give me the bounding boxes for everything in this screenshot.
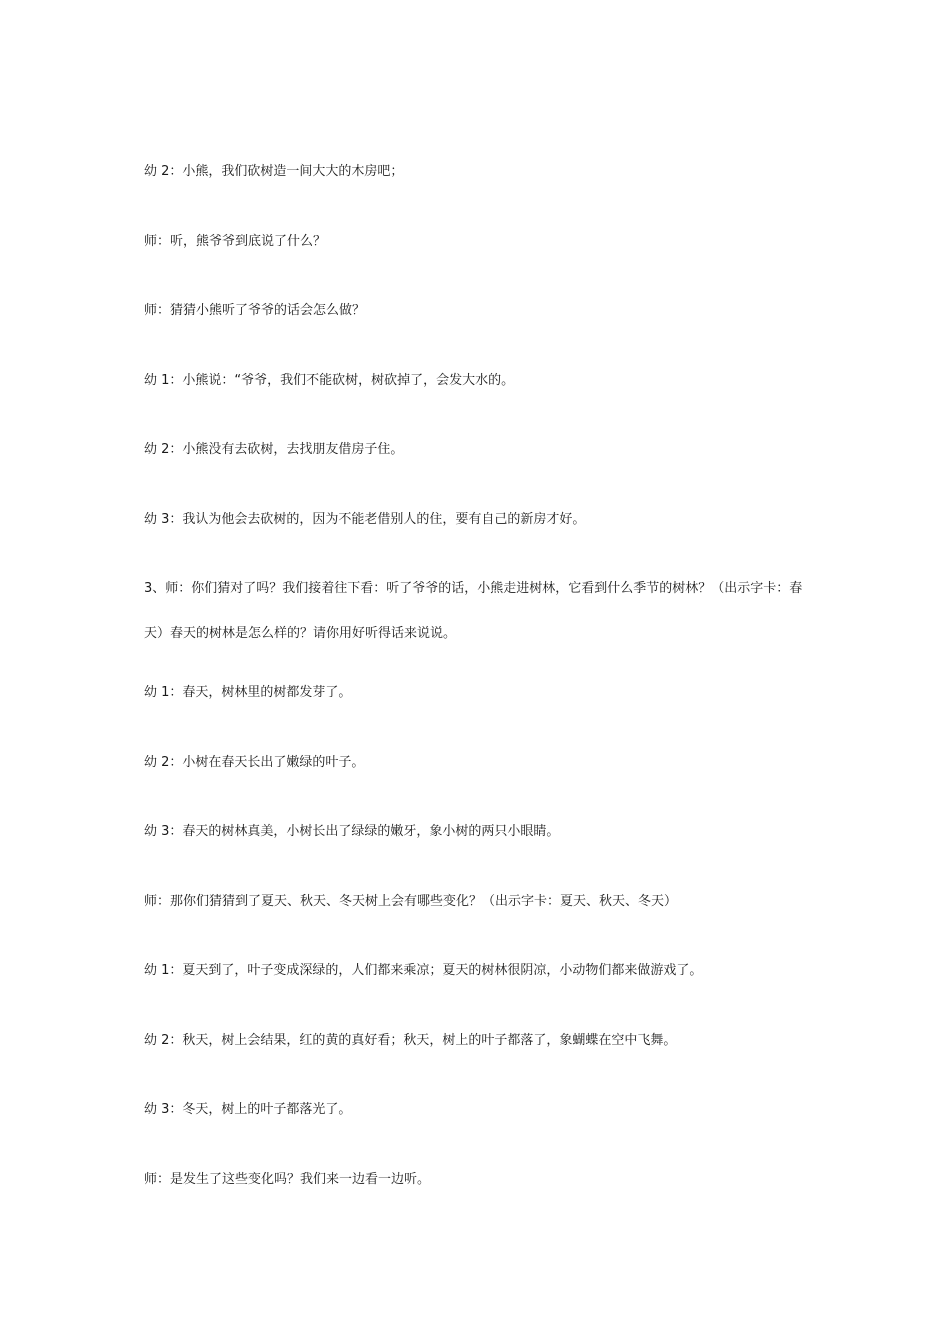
paragraph: 3、师：你们猜对了吗？我们接着往下看：听了爷爷的话，小熊走进树林，它看到什么季节的树林？（出示字卡：春天）春天的树林是怎么样的？请你用好听得话来说说。 xyxy=(144,581,803,641)
paragraph: 师：猜猜小熊听了爷爷的话会怎么做？ xyxy=(144,303,366,318)
paragraph: 幼 2：秋天，树上会结果，红的黄的真好看；秋天，树上的叶子都落了，象蝴蝶在空中飞舞。 xyxy=(144,1033,677,1048)
paragraph: 师：听，熊爷爷到底说了什么？ xyxy=(144,234,327,249)
paragraph: 幼 1：小熊说：“爷爷，我们不能砍树，树砍掉了，会发大水的。 xyxy=(144,373,515,388)
paragraph: 幼 2：小熊没有去砍树，去找朋友借房子住。 xyxy=(144,442,404,457)
paragraph: 师：那你们猜猜到了夏天、秋天、冬天树上会有哪些变化？（出示字卡：夏天、秋天、冬天） xyxy=(144,894,678,909)
paragraph: 幼 3：春天的树林真美，小树长出了绿绿的嫩牙，象小树的两只小眼睛。 xyxy=(144,824,560,839)
paragraph: 幼 1：春天，树林里的树都发芽了。 xyxy=(144,685,352,700)
paragraph: 幼 2：小熊，我们砍树造一间大大的木房吧； xyxy=(144,164,404,179)
paragraph: 师：是发生了这些变化吗？我们来一边看一边听。 xyxy=(144,1172,431,1187)
paragraph: 幼 3：我认为他会去砍树的，因为不能老借别人的住，要有自己的新房才好。 xyxy=(144,512,586,527)
paragraph: 幼 3：冬天，树上的叶子都落光了。 xyxy=(144,1102,352,1117)
paragraph: 幼 1：夏天到了，叶子变成深绿的，人们都来乘凉；夏天的树林很阴凉，小动物们都来做游戏了。 xyxy=(144,963,703,978)
paragraph: 幼 2：小树在春天长出了嫩绿的叶子。 xyxy=(144,755,365,770)
